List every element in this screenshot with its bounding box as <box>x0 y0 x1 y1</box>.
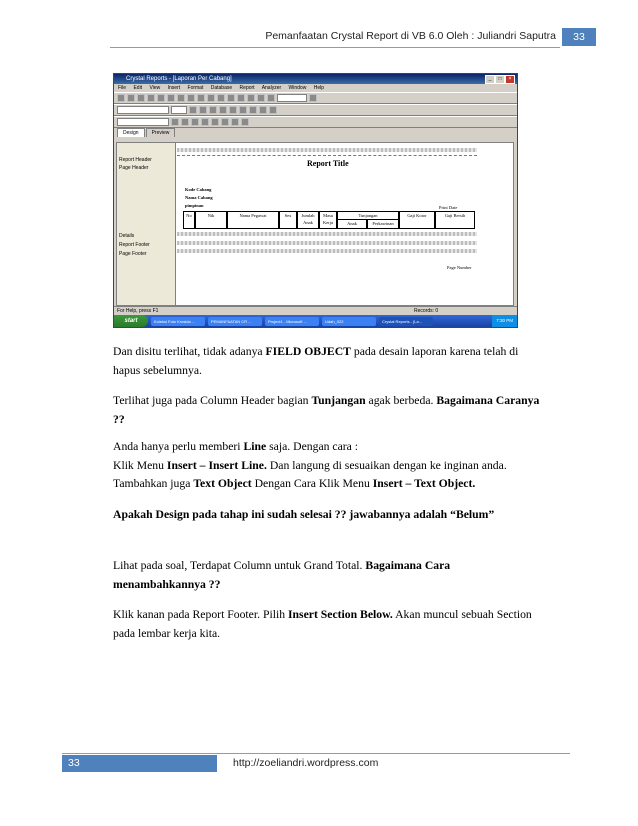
taskbar <box>114 315 517 327</box>
bold-text: Bagaimana Caranya ?? <box>113 394 540 426</box>
menu-file[interactable]: File <box>118 85 127 91</box>
page-footer-band <box>177 249 477 253</box>
text: agak berbeda. <box>365 394 437 407</box>
start-button[interactable]: start <box>114 315 148 327</box>
paragraph-1 <box>113 343 543 380</box>
save-icon[interactable] <box>137 94 145 102</box>
report-title[interactable]: Report Title <box>307 159 349 168</box>
text: Klik Menu <box>113 458 167 472</box>
minimize-icon[interactable]: _ <box>485 75 495 84</box>
report-header-band <box>177 148 477 152</box>
align-right-icon[interactable] <box>239 106 247 114</box>
col-perkawinan[interactable]: Perkawinan <box>367 219 399 229</box>
report-footer-band <box>177 241 477 245</box>
paragraph-2 <box>113 392 543 429</box>
header-page-number: 33 <box>562 28 596 46</box>
col-gaji-kotor[interactable]: Gaji Kotor <box>399 211 435 229</box>
chart-icon[interactable] <box>257 94 265 102</box>
text: saja. Dengan cara : <box>266 440 359 453</box>
menu-help[interactable]: Help <box>313 85 325 91</box>
italic-icon[interactable] <box>199 106 207 114</box>
page-header <box>0 28 638 48</box>
find-icon[interactable] <box>267 94 275 102</box>
status-bar <box>114 306 518 315</box>
view-tabs <box>114 128 517 137</box>
menu-database[interactable]: Database <box>210 85 233 91</box>
menu-analyzer[interactable]: Analyzer <box>261 85 282 91</box>
redo-icon[interactable] <box>207 94 215 102</box>
align-left-icon[interactable] <box>219 106 227 114</box>
text: Akan muncul sebuah Section pada lembar kerja kita. <box>113 608 532 640</box>
col-nama-pegawai[interactable]: Nama Pegawai <box>227 211 279 229</box>
section-column <box>117 143 176 305</box>
insert-picture-icon[interactable] <box>231 118 239 126</box>
tab-preview[interactable]: Preview <box>146 128 176 137</box>
task-item[interactable]: Project1 - Microsoft ... <box>265 317 319 326</box>
footer-url[interactable]: http://zoeliandri.wordpress.com <box>233 757 379 769</box>
print-icon[interactable] <box>147 94 155 102</box>
bold-text: Line <box>243 440 267 453</box>
crystal-reports-screenshot <box>113 73 518 328</box>
col-nik[interactable]: Nik <box>195 211 227 229</box>
field-icon[interactable] <box>227 94 235 102</box>
paragraph-5 <box>113 557 543 594</box>
section-details[interactable]: Details <box>119 233 135 239</box>
cut-icon[interactable] <box>167 94 175 102</box>
tab-design[interactable]: Design <box>117 128 145 137</box>
menu-edit[interactable]: Edit <box>133 85 143 91</box>
section-page-header[interactable]: Page Header <box>119 165 149 171</box>
insert-text-icon[interactable] <box>181 118 189 126</box>
text: Dan langung di sesuaikan dengan ke inginan anda. <box>266 458 507 472</box>
bold-text: Insert – Insert Line. <box>166 458 267 472</box>
col-masa-kerja[interactable]: Masa Kerja <box>319 211 337 229</box>
window-title: Crystal Reports - [Laporan Per Cabang] <box>126 76 232 82</box>
text: Dengan Cara Klik Menu <box>251 477 373 491</box>
text: pada desain laporan karena telah di hapus sebelumnya. <box>113 345 519 377</box>
formula-select[interactable] <box>117 118 169 126</box>
maximize-icon[interactable]: □ <box>495 75 505 84</box>
align-center-icon[interactable] <box>229 106 237 114</box>
close-icon[interactable]: × <box>505 75 515 84</box>
menu-view[interactable]: View <box>149 85 161 91</box>
open-icon[interactable] <box>127 94 135 102</box>
menu-report[interactable]: Report <box>239 85 255 91</box>
col-anak[interactable]: Anak <box>337 219 367 229</box>
window-titlebar <box>114 74 517 84</box>
paragraph-6 <box>113 606 543 643</box>
col-tunjangan[interactable]: Tunjangan <box>337 211 399 220</box>
guide-line <box>177 155 477 156</box>
database-icon[interactable] <box>217 94 225 102</box>
text: Terlihat juga pada Column Header bagian <box>113 394 312 407</box>
help-icon[interactable] <box>309 94 317 102</box>
task-item-active[interactable]: Crystal Reports - [La... <box>379 317 433 326</box>
size-select[interactable] <box>171 106 187 114</box>
font-select[interactable] <box>117 106 169 114</box>
col-no[interactable]: No <box>183 211 195 229</box>
copy-icon[interactable] <box>177 94 185 102</box>
text: Anda hanya perlu memberi <box>113 440 244 453</box>
text: Tambahkan juga <box>113 477 194 491</box>
page-number-field[interactable]: Page Number <box>447 265 472 270</box>
insert-box-icon[interactable] <box>221 118 229 126</box>
section-report-header[interactable]: Report Header <box>119 157 152 163</box>
format-toolbar <box>114 104 517 116</box>
insert-field-icon[interactable] <box>171 118 179 126</box>
sum-icon[interactable] <box>247 94 255 102</box>
footer-rule <box>62 753 570 754</box>
section-page-footer[interactable]: Page Footer <box>119 251 147 257</box>
header-rule <box>110 47 560 48</box>
bold-text: Tunjangan <box>311 394 366 407</box>
task-item[interactable]: Udah_022 <box>322 317 376 326</box>
label-nama-cabang[interactable]: Nama Cabang <box>185 195 213 200</box>
currency-icon[interactable] <box>259 106 267 114</box>
col-jumlah-anak[interactable]: Jumlah Anak <box>297 211 319 229</box>
menu-format[interactable]: Format <box>187 85 204 91</box>
insert-toolbar <box>114 116 517 128</box>
preview-icon[interactable] <box>157 94 165 102</box>
standard-toolbar <box>114 92 517 104</box>
undo-icon[interactable] <box>197 94 205 102</box>
text-object-icon[interactable] <box>237 94 245 102</box>
zoom-select[interactable] <box>277 94 307 102</box>
bold-text: Insert – Text Object. <box>372 477 476 491</box>
clock: 7:30 PM <box>492 315 517 327</box>
page-footer <box>62 753 570 773</box>
paragraph-4: Apakah Design pada tahap ini sudah selesai ?? jawabannya adalah “Belum” <box>113 508 495 521</box>
text: Lihat pada soal, Terdapat Column untuk Grand Total. <box>113 559 366 572</box>
insert-line-icon[interactable] <box>211 118 219 126</box>
bold-text: Insert Section Below. <box>287 608 393 621</box>
bold-text: Text Object <box>193 477 252 491</box>
task-item[interactable]: PEMANFAATAN CR ... <box>208 317 262 326</box>
status-records: Records: 0 <box>414 308 439 314</box>
insert-group-icon[interactable] <box>191 118 199 126</box>
header-title: Pemanfaatan Crystal Report di VB 6.0 Oleh : Juliandri Saputra <box>265 30 556 42</box>
label-kode-cabang[interactable]: Kode Cabang <box>185 187 212 192</box>
col-sex[interactable]: Sex <box>279 211 297 229</box>
print-date-field[interactable]: Print Date <box>439 205 458 210</box>
new-icon[interactable] <box>117 94 125 102</box>
report-canvas <box>177 143 477 305</box>
section-report-footer[interactable]: Report Footer <box>119 242 150 248</box>
paste-icon[interactable] <box>187 94 195 102</box>
design-workspace <box>116 142 514 306</box>
text: Dan disitu terlihat, tidak adanya <box>113 345 266 358</box>
text: Klik kanan pada Report Footer. Pilih <box>113 608 288 621</box>
menu-bar <box>114 84 517 92</box>
bold-text: Bagaimana Cara menambahkannya ?? <box>113 559 451 591</box>
insert-chart-icon[interactable] <box>241 118 249 126</box>
underline-icon[interactable] <box>209 106 217 114</box>
details-band <box>177 232 477 236</box>
paragraph-3 <box>113 438 543 494</box>
bold-icon[interactable] <box>189 106 197 114</box>
task-item[interactable]: Koleksi Foto Krosida ... <box>151 317 205 326</box>
menu-window[interactable]: Window <box>288 85 307 91</box>
footer-page-number: 33 <box>62 755 217 772</box>
border-icon[interactable] <box>249 106 257 114</box>
insert-summary-icon[interactable] <box>201 118 209 126</box>
col-gaji-bersih[interactable]: Gaji Bersih <box>435 211 475 229</box>
bold-text: FIELD OBJECT <box>265 345 351 358</box>
label-pimpinan[interactable]: pimpinan <box>185 203 204 208</box>
menu-insert[interactable]: Insert <box>167 85 181 91</box>
percent-icon[interactable] <box>269 106 277 114</box>
status-help: For Help, press F1 <box>117 308 159 314</box>
